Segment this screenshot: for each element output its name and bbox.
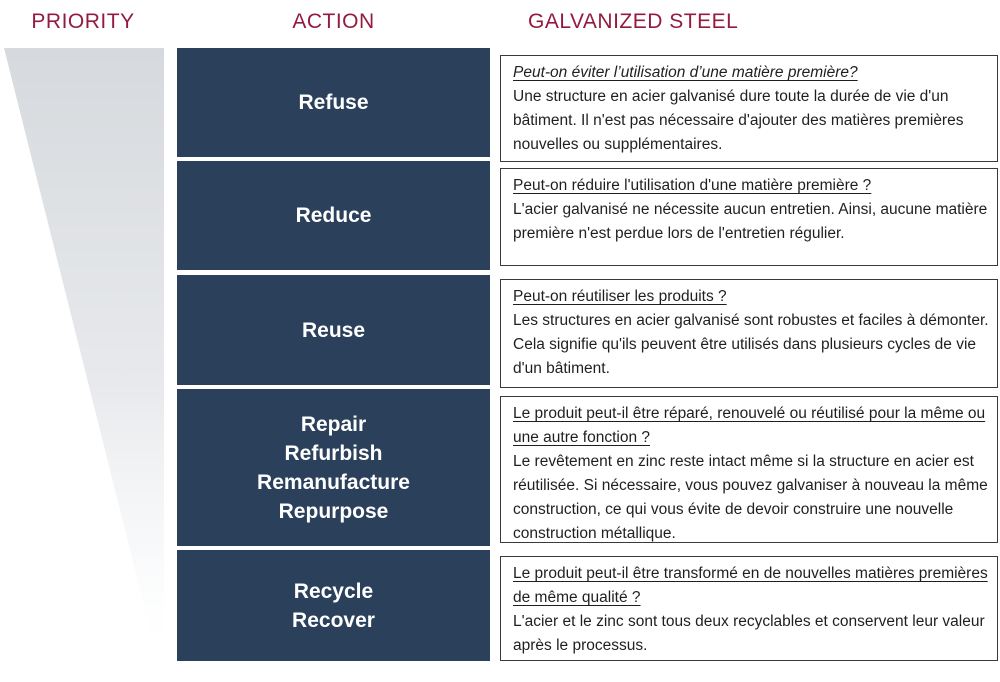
galvanized-steel-box (500, 168, 998, 266)
answer-text: Une structure en acier galvanisé dure toute la durée de vie d'un bâtiment. Il n'est pas nécessaire d'ajouter des matières premières nouvelles ou supplémentaires. (513, 88, 964, 153)
question-text: Peut-on éviter l’utilisation d’une matière première? (513, 64, 858, 81)
action-label (302, 316, 365, 345)
answer-text: L'acier galvanisé ne nécessite aucun entretien. Ainsi, aucune matière première n'est perdue lors de l'entretien régulier. (513, 201, 988, 242)
galvanized-steel-box (500, 556, 998, 661)
question-text: Le produit peut-il être transformé en de nouvelles matières premières de même qualité ? (513, 565, 988, 606)
action-line: Recycle (293, 579, 374, 603)
answer-text: Les structures en acier galvanisé sont robustes et faciles à démonter. Cela signifie qu'ils peuvent être utilisés dans plusieurs cycles de vie d'un bâtiment. (513, 312, 989, 377)
galvanized-steel-box (500, 396, 998, 543)
action-box (177, 275, 490, 385)
action-line: Reduce (295, 204, 372, 227)
column-header-action: ACTION (292, 10, 375, 33)
action-line: Repurpose (278, 499, 389, 523)
question-text: Peut-on réduire l'utilisation d'une matière première ? (513, 177, 872, 194)
action-label (257, 410, 410, 526)
action-box (177, 389, 490, 546)
action-line: Recover (292, 608, 375, 632)
question-text: Le produit peut-il être réparé, renouvelé ou réutilisé pour la même ou une autre fonction ? (513, 405, 986, 446)
action-line: Repair (300, 412, 367, 436)
action-label (296, 201, 372, 230)
priority-funnel-shape (2, 47, 166, 667)
question-text: Peut-on réutiliser les produits ? (513, 288, 727, 305)
action-line: Refurbish (284, 441, 383, 465)
action-box (177, 48, 490, 157)
column-header-galvanized-steel: GALVANIZED STEEL (528, 10, 739, 33)
galvanized-steel-box (500, 279, 998, 388)
action-label (298, 88, 368, 117)
answer-text: L'acier et le zinc sont tous deux recyclables et conservent leur valeur après le processus. (513, 613, 985, 654)
answer-text: Le revêtement en zinc reste intact même si la structure en acier est réutilisée. Si nécessaire, vous pouvez galvaniser à nouveau la même construction, ce qui vous évite de devoir construire une nouvelle construction métallique. (513, 453, 988, 542)
funnel-wedge (4, 48, 164, 661)
action-label (292, 577, 375, 635)
action-box (177, 550, 490, 661)
action-line: Reuse (301, 318, 366, 342)
action-box (177, 161, 490, 270)
column-header-priority: PRIORITY (31, 10, 135, 33)
action-line: Refuse (298, 91, 369, 114)
galvanized-steel-box (500, 55, 998, 162)
action-line: Remanufacture (257, 470, 410, 494)
